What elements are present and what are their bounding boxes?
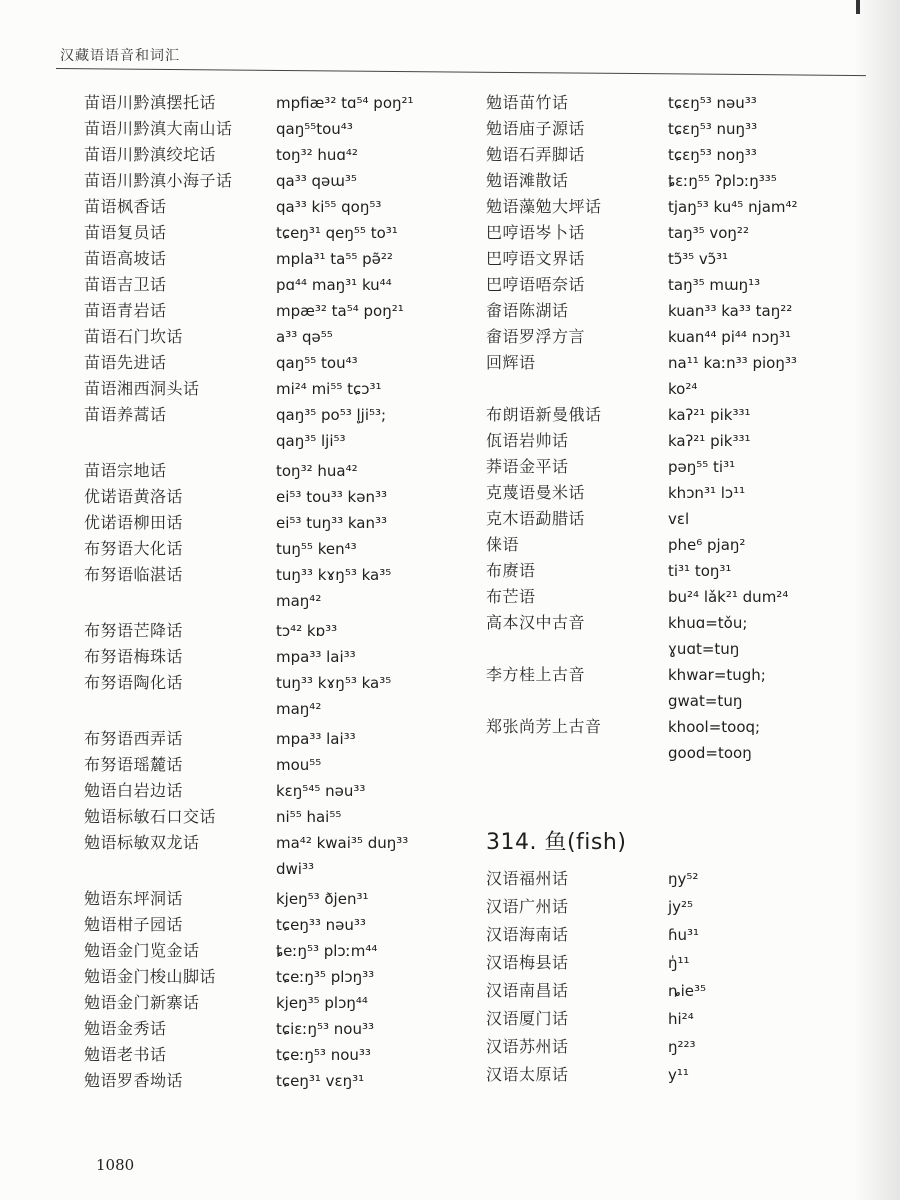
language-name: 苗语青岩话 [84, 301, 167, 320]
language-name: 汉语太原话 [486, 1065, 569, 1084]
word-form: phe⁶ pjaŋ² [668, 536, 746, 554]
entry-row [486, 1006, 876, 1034]
word-form: toŋ³² hua⁴² [276, 462, 358, 480]
language-name: 优诺语黄洛话 [84, 487, 184, 506]
word-form: kjeŋ⁵³ ðjen³¹ [276, 890, 369, 908]
language-name: 汉语厦门话 [486, 1009, 569, 1028]
entry-row [486, 558, 876, 584]
language-name: 苗语枫香话 [84, 197, 167, 216]
entry-row [84, 324, 464, 350]
word-form: ŋ̍¹¹ [668, 954, 690, 972]
language-name: 布努语临湛话 [84, 565, 184, 584]
entry-row [84, 804, 464, 830]
word-form: mou⁵⁵ [276, 756, 322, 774]
word-form: ei⁵³ tuŋ³³ kan³³ [276, 514, 388, 532]
entry-row [486, 272, 876, 298]
word-form: tɕeːŋ³⁵ plɔŋ³³ [276, 968, 375, 986]
language-name: 克蔑语曼米话 [486, 483, 586, 502]
word-form: hi²⁴ [668, 1010, 694, 1028]
word-form: ȶeːŋ⁵³ plɔːm⁴⁴ [276, 942, 378, 960]
language-name: 勉语老书话 [84, 1045, 167, 1064]
left-column [84, 90, 464, 1094]
word-form: toŋ³² huɑ⁴² [276, 146, 358, 164]
entry-row [486, 116, 876, 142]
entry-row [486, 220, 876, 246]
word-form: kɛŋ⁵⁴⁵ nəu³³ [276, 782, 366, 800]
entry-row [486, 950, 876, 978]
entry-row [84, 830, 464, 882]
word-form: tjaŋ⁵³ ku⁴⁵ njam⁴² [668, 198, 798, 216]
language-name: 布努语大化话 [84, 539, 184, 558]
language-name: 勉语藻勉大坪话 [486, 197, 602, 216]
word-form: ŋ²²³ [668, 1038, 696, 1056]
word-form: tɕɛŋ⁵³ noŋ³³ [668, 146, 757, 164]
word-form: khool=tooq; good=tooŋ [668, 718, 761, 762]
entry-row [84, 272, 464, 298]
page-number: 1080 [96, 1156, 135, 1174]
entry-row [486, 298, 876, 324]
entry-row [486, 894, 876, 922]
language-name: 高本汉中古音 [486, 613, 586, 632]
binder-mark [856, 0, 860, 14]
entry-row [486, 610, 876, 662]
entry-row [486, 480, 876, 506]
entry-row [84, 562, 464, 614]
entry-row [486, 142, 876, 168]
language-name: 苗语川黔滇绞坨话 [84, 145, 217, 164]
word-form: ɦu³¹ [668, 926, 700, 944]
entry-row [486, 194, 876, 220]
language-name: 巴哼语文界话 [486, 249, 586, 268]
language-name: 汉语福州话 [486, 869, 569, 888]
word-form: tɕeŋ³¹ vɛŋ³¹ [276, 1072, 365, 1090]
language-name: 勉语柑子园话 [84, 915, 184, 934]
entry-row [486, 1062, 876, 1090]
word-form: khɔn³¹ lɔ¹¹ [668, 484, 746, 502]
word-form: mpla³¹ ta⁵⁵ pə̃²² [276, 250, 393, 268]
entry-row [486, 532, 876, 558]
entry-row [486, 506, 876, 532]
language-name: 巴哼语岑卜话 [486, 223, 586, 242]
entry-row [486, 90, 876, 116]
language-name: 苗语先进话 [84, 353, 167, 372]
entry-row [84, 536, 464, 562]
word-form: ti³¹ toŋ³¹ [668, 562, 732, 580]
entry-row [84, 402, 464, 454]
language-name: 畲语陈湖话 [486, 301, 569, 320]
entry-row [84, 990, 464, 1016]
section-spacer [486, 766, 876, 826]
word-form: mi²⁴ mi⁵⁵ tɕɔ³¹ [276, 380, 382, 398]
language-name: 布赓语 [486, 561, 536, 580]
language-name: 勉语金门新寨话 [84, 993, 200, 1012]
language-name: 李方桂上古音 [486, 665, 586, 684]
word-form: tuŋ³³ kɤŋ⁵³ ka³⁵ maŋ⁴² [276, 674, 392, 718]
entry-row [486, 168, 876, 194]
entry-row [84, 484, 464, 510]
language-name: 勉语罗香坳话 [84, 1071, 184, 1090]
entry-row [486, 714, 876, 766]
entry-row [84, 376, 464, 402]
language-name: 布努语瑶麓话 [84, 755, 184, 774]
language-name: 汉语梅县话 [486, 953, 569, 972]
entry-row [84, 778, 464, 804]
language-name: 勉语金门梭山脚话 [84, 967, 217, 986]
language-name: 汉语南昌话 [486, 981, 569, 1000]
entry-row [84, 220, 464, 246]
language-name: 布努语西弄话 [84, 729, 184, 748]
language-name: 勉语滩散话 [486, 171, 569, 190]
language-name: 布芒语 [486, 587, 536, 606]
word-form: kaʔ²¹ pik³³¹ [668, 432, 751, 450]
language-name: 布朗语新曼俄话 [486, 405, 602, 424]
right-column [486, 90, 876, 1090]
entry-row [486, 1034, 876, 1062]
word-form: tɕiɛːŋ⁵³ nou³³ [276, 1020, 374, 1038]
language-name: 克木语勐腊话 [486, 509, 586, 528]
language-name: 布努语梅珠话 [84, 647, 184, 666]
word-form: taŋ³⁵ voŋ²² [668, 224, 749, 242]
entry-row [486, 428, 876, 454]
entry-row [84, 458, 464, 484]
entry-row [84, 886, 464, 912]
entry-row [84, 246, 464, 272]
word-form: na¹¹ kaːn³³ pioŋ³³ ko²⁴ [668, 354, 797, 398]
entry-row [84, 510, 464, 536]
entry-row [84, 1016, 464, 1042]
entry-row [486, 324, 876, 350]
language-name: 汉语海南话 [486, 925, 569, 944]
entry-row [84, 938, 464, 964]
language-name: 汉语广州话 [486, 897, 569, 916]
right-column-entries [486, 90, 876, 766]
word-form: tɕeŋ³¹ qeŋ⁵⁵ to³¹ [276, 224, 398, 242]
language-name: 苗语石门坎话 [84, 327, 184, 346]
word-form: ei⁵³ tou³³ kən³³ [276, 488, 387, 506]
language-name: 佤语岩帅话 [486, 431, 569, 450]
word-form: vɛl [668, 510, 690, 528]
word-form: kuan³³ ka³³ taŋ²² [668, 302, 793, 320]
word-form: tuŋ⁵⁵ ken⁴³ [276, 540, 357, 558]
language-name: 苗语湘西洞头话 [84, 379, 200, 398]
entry-row [84, 644, 464, 670]
word-form: bu²⁴ lǎk²¹ dum²⁴ [668, 588, 789, 606]
word-form: tɕɛŋ⁵³ nəu³³ [668, 94, 757, 112]
word-form: mpa³³ lai³³ [276, 730, 356, 748]
word-form: mpa³³ lai³³ [276, 648, 356, 666]
entry-row [84, 1068, 464, 1094]
language-name: 勉语石弄脚话 [486, 145, 586, 164]
fish-entries [486, 866, 876, 1090]
word-form: tɕɛŋ⁵³ nuŋ³³ [668, 120, 758, 138]
word-form: khuɑ=tǒu; ɣuɑt=tuŋ [668, 614, 748, 658]
entry-row [486, 922, 876, 950]
word-form: tɕeːŋ⁵³ nou³³ [276, 1046, 371, 1064]
word-form: pəŋ⁵⁵ ti³¹ [668, 458, 736, 476]
language-name: 郑张尚芳上古音 [486, 717, 602, 736]
language-name: 汉语苏州话 [486, 1037, 569, 1056]
word-form: kaʔ²¹ pik³³¹ [668, 406, 751, 424]
language-name: 苗语川黔滇大南山话 [84, 119, 233, 138]
language-name: 勉语金秀话 [84, 1019, 167, 1038]
entry-row [84, 618, 464, 644]
word-form: y¹¹ [668, 1066, 689, 1084]
entry-row [486, 454, 876, 480]
entry-row [84, 912, 464, 938]
language-name: 勉语庙子源话 [486, 119, 586, 138]
running-head: 汉藏语语音和词汇 [60, 48, 180, 64]
entry-row [486, 978, 876, 1006]
entry-row [84, 670, 464, 722]
language-name: 勉语金门览金话 [84, 941, 200, 960]
language-name: 勉语标敏双龙话 [84, 833, 200, 852]
header-rule [56, 68, 866, 76]
language-name: 勉语白岩边话 [84, 781, 184, 800]
entry-row [84, 964, 464, 990]
language-name: 布努语陶化话 [84, 673, 184, 692]
language-name: 苗语复员话 [84, 223, 167, 242]
word-form: mpæ³² ta⁵⁴ poŋ²¹ [276, 302, 404, 320]
entry-row [84, 1042, 464, 1068]
word-form: khwar=tugh; gwat=tuŋ [668, 666, 766, 710]
language-name: 苗语宗地话 [84, 461, 167, 480]
word-form: ni⁵⁵ hai⁵⁵ [276, 808, 342, 826]
entry-row [486, 662, 876, 714]
word-form: qaŋ³⁵ po⁵³ l̥ji⁵³; qaŋ³⁵ lji⁵³ [276, 406, 387, 450]
entry-row [84, 350, 464, 376]
entry-row [84, 726, 464, 752]
language-name: 苗语川黔滇摆托话 [84, 93, 217, 112]
word-form: qa³³ qəɯ³⁵ [276, 172, 357, 190]
language-name: 勉语苗竹话 [486, 93, 569, 112]
word-form: qaŋ⁵⁵ tou⁴³ [276, 354, 358, 372]
entry-row [486, 350, 876, 402]
word-form: qa³³ ki⁵⁵ qoŋ⁵³ [276, 198, 382, 216]
entry-row [84, 194, 464, 220]
language-name: 布努语芒降话 [84, 621, 184, 640]
word-form: kuan⁴⁴ pi⁴⁴ nɔŋ³¹ [668, 328, 791, 346]
word-form: ȵie³⁵ [668, 982, 707, 1000]
language-name: 俫语 [486, 535, 520, 554]
language-name: 优诺语柳田话 [84, 513, 184, 532]
language-name: 勉语东坪洞话 [84, 889, 184, 908]
entry-row [84, 752, 464, 778]
word-form: ma⁴² kwai³⁵ duŋ³³ dwi³³ [276, 834, 409, 878]
language-name: 苗语吉卫话 [84, 275, 167, 294]
word-form: tɔ̃³⁵ vɔ̃³¹ [668, 250, 729, 268]
entry-row [84, 116, 464, 142]
entry-row [84, 168, 464, 194]
language-name: 苗语高坡话 [84, 249, 167, 268]
entry-row [486, 584, 876, 610]
word-form: pɑ⁴⁴ maŋ³¹ ku⁴⁴ [276, 276, 392, 294]
entry-row [486, 402, 876, 428]
entry-row [84, 142, 464, 168]
word-form: jy²⁵ [668, 898, 694, 916]
word-form: kjeŋ³⁵ plɔŋ⁴⁴ [276, 994, 368, 1012]
language-name: 苗语养蒿话 [84, 405, 167, 424]
word-form: ȶɛːŋ⁵⁵ ʔplɔːŋ³³⁵ [668, 172, 777, 190]
entry-row [486, 866, 876, 894]
word-form: tɕeŋ³³ nəu³³ [276, 916, 366, 934]
entry-row [84, 90, 464, 116]
language-name: 畲语罗浮方言 [486, 327, 586, 346]
entry-row [486, 246, 876, 272]
section-heading: 314. 鱼(fish) [486, 830, 627, 855]
word-form: mpfiæ³² tɑ⁵⁴ poŋ²¹ [276, 94, 414, 112]
language-name: 莽语金平话 [486, 457, 569, 476]
language-name: 巴哼语唔奈话 [486, 275, 586, 294]
word-form: qaŋ⁵⁵tou⁴³ [276, 120, 353, 138]
word-form: taŋ³⁵ mɯŋ¹³ [668, 276, 761, 294]
entry-row [84, 298, 464, 324]
word-form: a³³ qə⁵⁵ [276, 328, 333, 346]
word-form: tɔ⁴² kɒ³³ [276, 622, 338, 640]
language-name: 苗语川黔滇小海子话 [84, 171, 233, 190]
word-form: ŋy⁵² [668, 870, 699, 888]
language-name: 勉语标敏石口交话 [84, 807, 217, 826]
language-name: 回辉语 [486, 353, 536, 372]
word-form: tuŋ³³ kɤŋ⁵³ ka³⁵ maŋ⁴² [276, 566, 392, 610]
